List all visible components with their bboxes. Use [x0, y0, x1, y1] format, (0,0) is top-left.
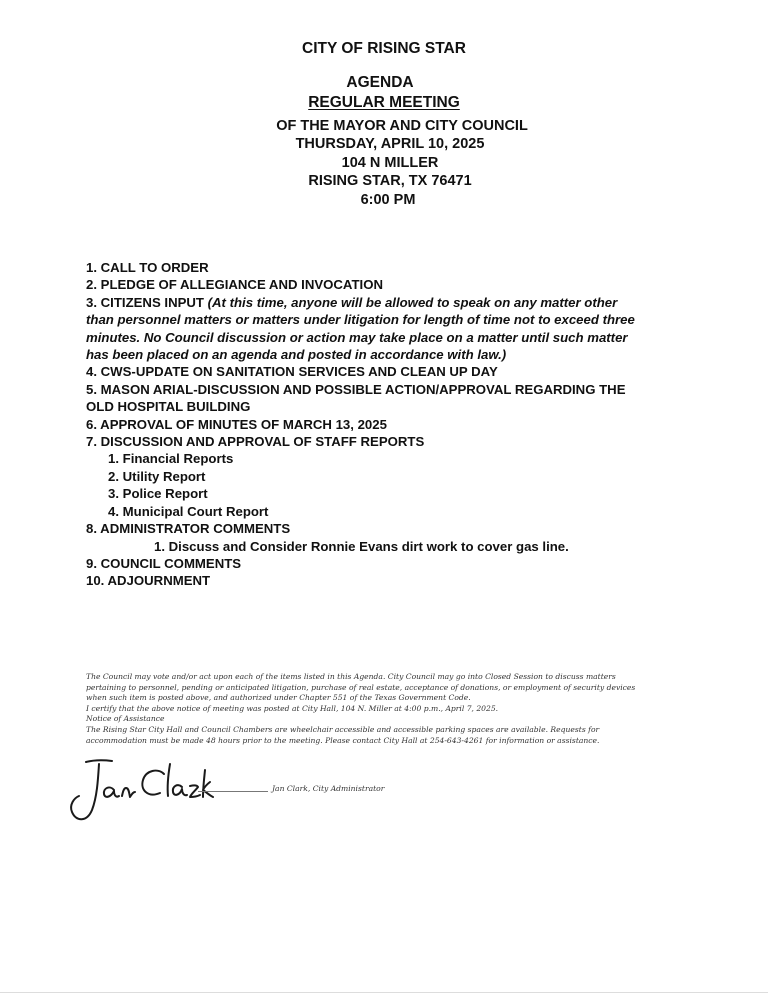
notice-line: pertaining to personnel, pending or anticipated litigation, purchase of real estate, acceptance of donations, or employment of security devices [86, 682, 636, 692]
meeting-city-state: RISING STAR, TX 76471 [308, 173, 472, 189]
agenda-item-3-note-line-4: has been placed on an agenda and posted in accordance with law.) [86, 347, 507, 363]
agenda-item-4: 4. CWS-UPDATE ON SANITATION SERVICES AND CLEAN UP DAY [86, 364, 498, 380]
notice-line: when such item is posted above, and authorized under Chapter 551 of the Texas Government Code. [86, 693, 471, 703]
agenda-item-10: 10. ADJOURNMENT [86, 573, 211, 589]
agenda-item-5-line-2: OLD HOSPITAL BUILDING [86, 399, 251, 415]
agenda-subitem-ronnie-evans: 1. Discuss and Consider Ronnie Evans dirt work to cover gas line. [154, 538, 569, 554]
agenda-item-6: 6. APPROVAL OF MINUTES OF MARCH 13, 2025 [86, 416, 387, 432]
agenda-item-8: 8. ADMINISTRATOR COMMENTS [86, 521, 291, 537]
meeting-date: THURSDAY, APRIL 10, 2025 [295, 136, 485, 152]
agenda-subitem-utility-report: 2. Utility Report [108, 468, 206, 484]
agenda-item-2: 2. PLEDGE OF ALLEGIANCE AND INVOCATION [86, 277, 383, 293]
meeting-address: 104 N MILLER [341, 155, 439, 171]
meeting-body: OF THE MAYOR AND CITY COUNCIL [276, 118, 528, 134]
agenda-item-3-note-line-1: (At this time, anyone will be allowed to speak on any matter other [207, 294, 618, 310]
notice-line: The Rising Star City Hall and Council Chambers are wheelchair accessible and accessible parking spaces are available. Requests for [86, 724, 600, 734]
agenda-list [86, 259, 686, 590]
notice-line: I certify that the above notice of meeting was posted at City Hall, 104 N. Miller at 4:00 p.m., April 7, 2025. [86, 703, 499, 713]
signature-line [198, 791, 268, 792]
handwritten-signature [66, 752, 216, 832]
city-name: CITY OF RISING STAR [302, 40, 466, 57]
agenda-item-1: 1. CALL TO ORDER [86, 260, 209, 275]
agenda-item-3-note-line-2: than personnel matters or matters under litigation for length of time not to exceed three [86, 312, 635, 328]
notice-line: accommodation must be made 48 hours prior to the meeting. Please contact City Hall at 254-643-4261 for information or assistance. [86, 735, 600, 745]
agenda-item-7: 7. DISCUSSION AND APPROVAL OF STAFF REPORTS [86, 434, 425, 450]
agenda-subitem-financial-reports: 1. Financial Reports [108, 451, 234, 467]
meeting-type-text: REGULAR MEETING [308, 94, 460, 111]
agenda-subitem-police-report: 3. Police Report [108, 486, 208, 502]
agenda-item-5-line-1: 5. MASON ARIAL-DISCUSSION AND POSSIBLE ACTION/APPROVAL REGARDING THE [86, 381, 626, 397]
meeting-type [0, 94, 768, 111]
notice-line: The Council may vote and/or act upon each of the items listed in this Agenda. City Council may go into Closed Session to discuss matters [86, 672, 616, 681]
agenda-item-3-note-line-3: minutes. No Council discussion or action may take place on a matter until such matter [86, 329, 628, 345]
meeting-time: 6:00 PM [360, 192, 416, 208]
notice-heading: Notice of Assistance [86, 714, 165, 724]
legal-notice [86, 672, 686, 746]
agenda-subitem-municipal-court-report: 4. Municipal Court Report [108, 503, 269, 519]
agenda-item-3-label: 3. CITIZENS INPUT [86, 294, 208, 310]
agenda-item-9: 9. COUNCIL COMMENTS [86, 555, 242, 571]
agenda-title: AGENDA [346, 74, 414, 91]
page-bottom-edge [0, 992, 768, 993]
signer-name: Jan Clark, City Administrator [272, 784, 385, 793]
agenda-item-3 [86, 294, 686, 311]
